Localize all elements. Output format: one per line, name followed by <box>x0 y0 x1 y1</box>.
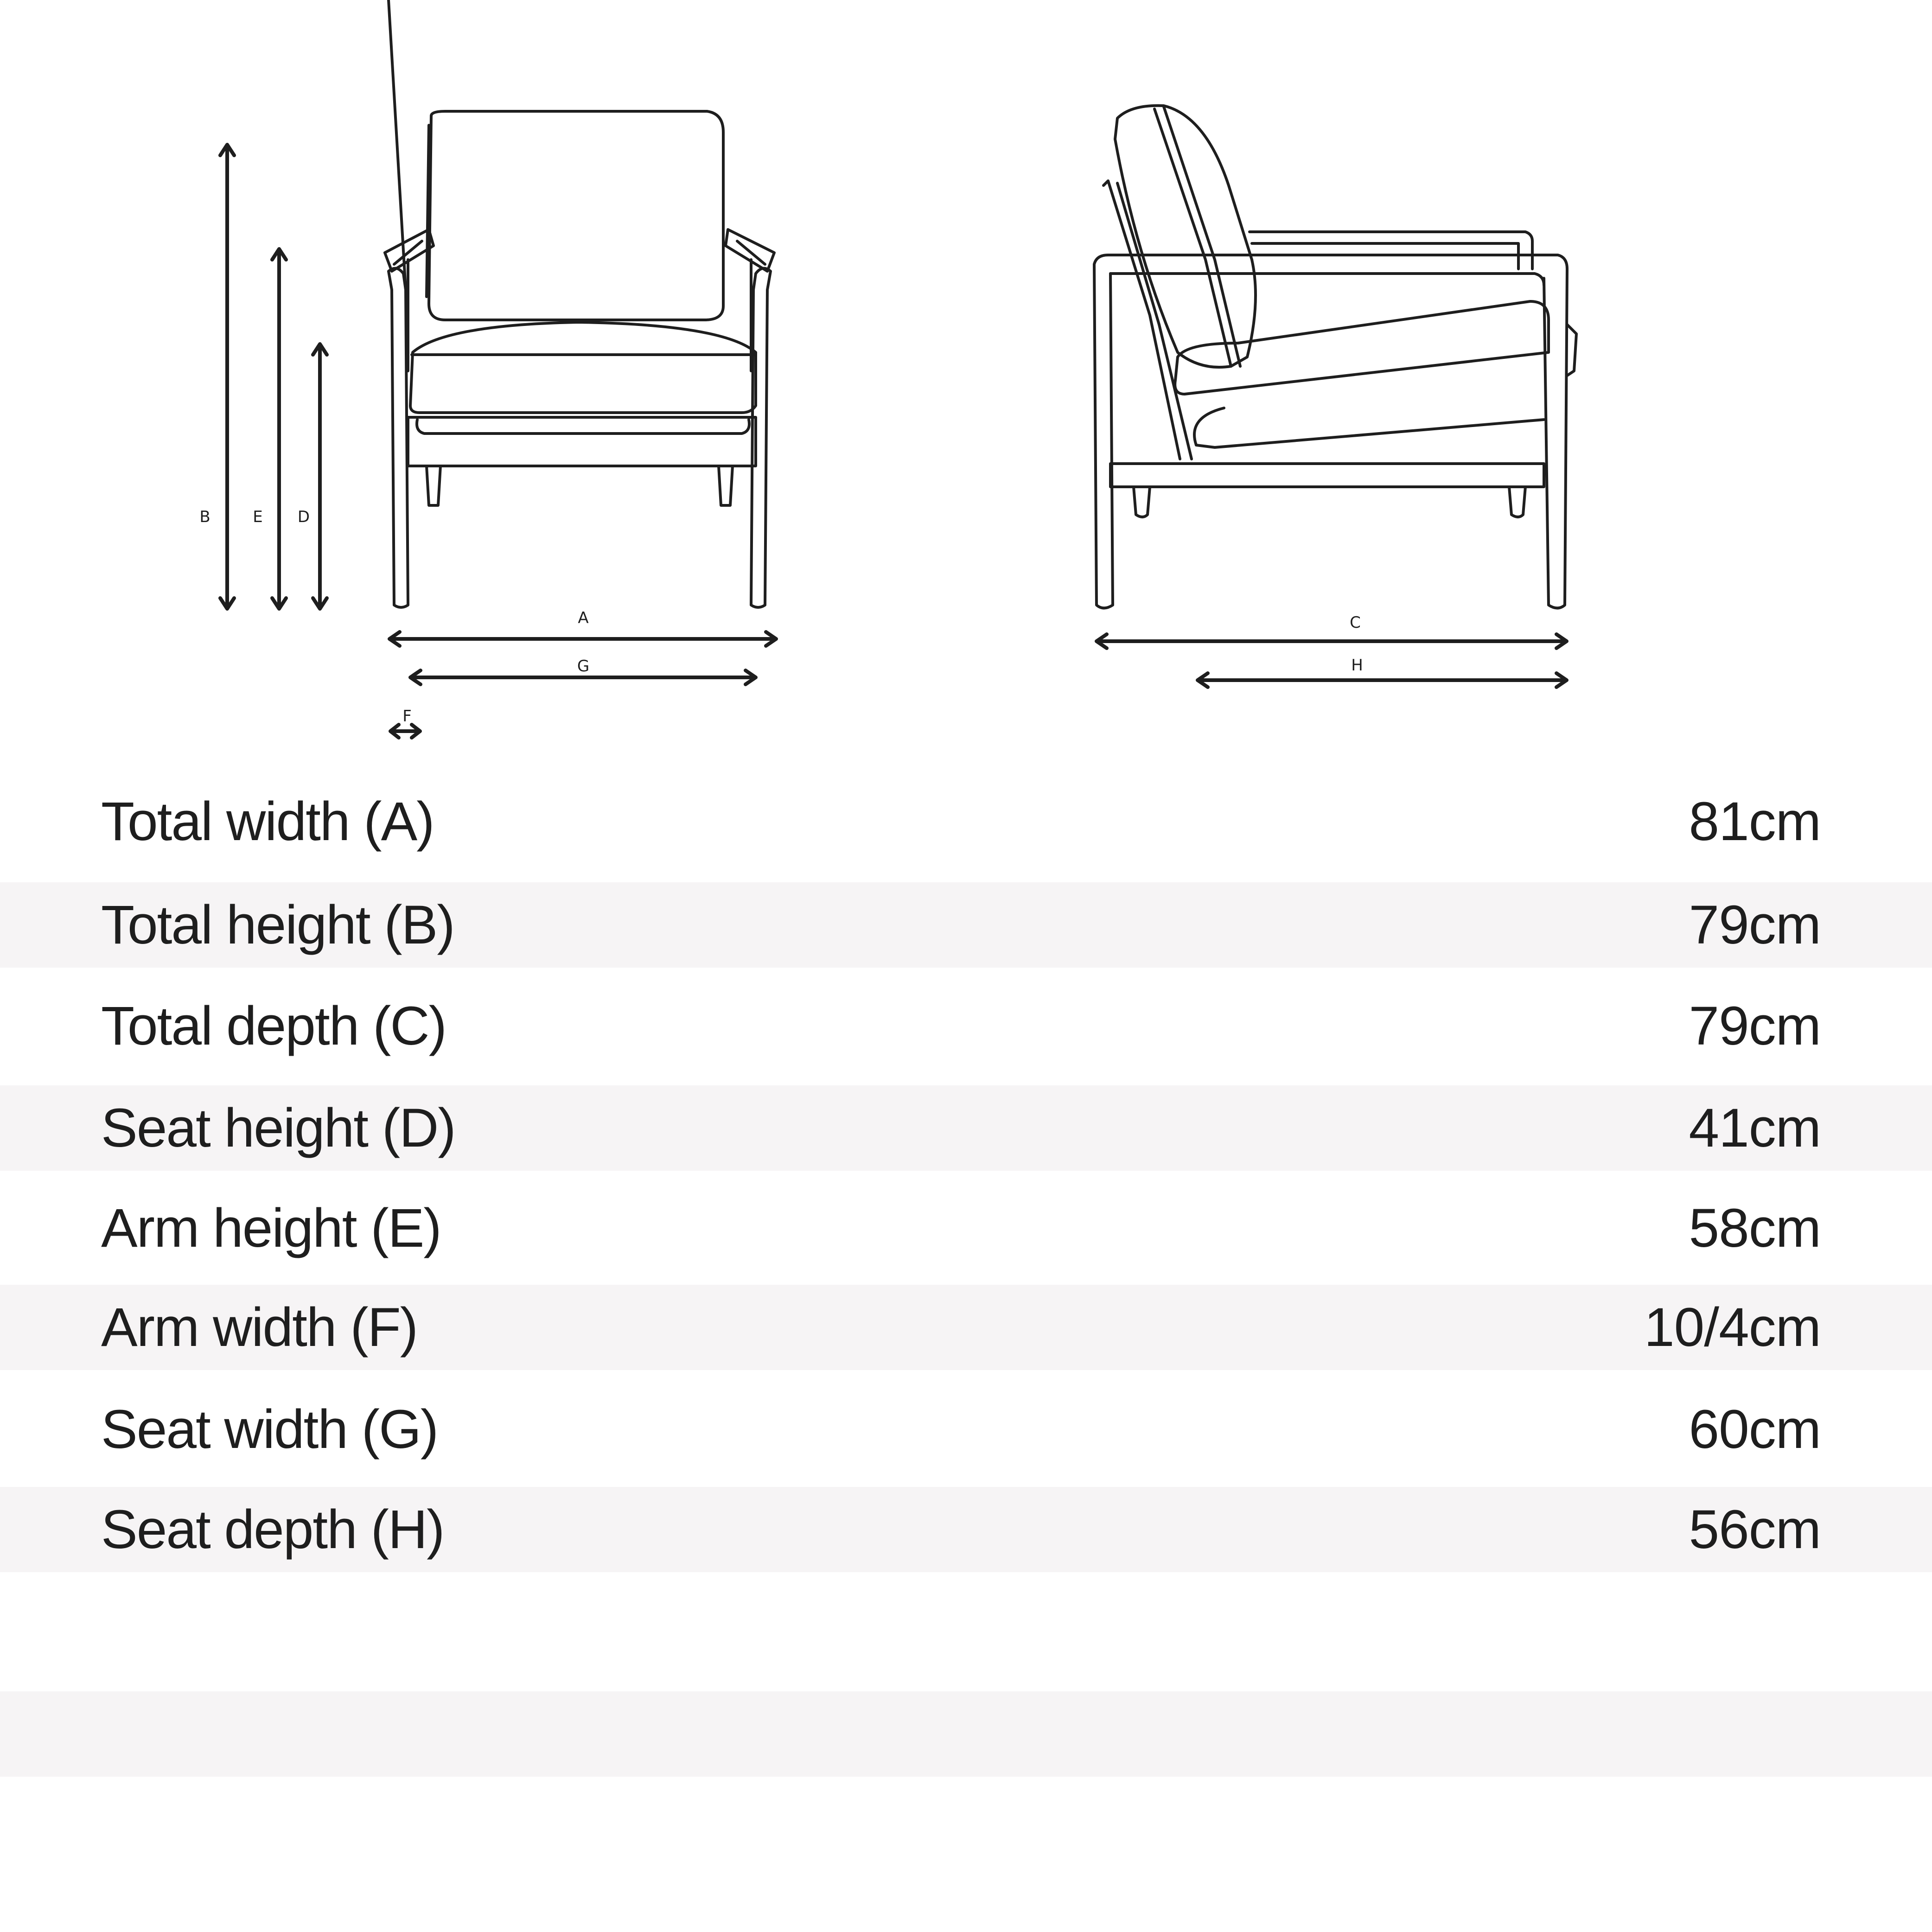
dimension-arrow-b <box>220 145 234 609</box>
chair-front-view <box>385 0 774 607</box>
table-row <box>0 1387 1932 1472</box>
dimension-value: 79cm <box>1689 995 1821 1057</box>
dimension-name: Seat depth (H) <box>101 1499 444 1560</box>
dimension-value: 41cm <box>1689 1097 1821 1159</box>
dimension-name: Total height (B) <box>101 894 454 956</box>
chair-dimension-diagram <box>0 0 1932 760</box>
dimension-value: 79cm <box>1689 894 1821 956</box>
table-row <box>0 983 1932 1069</box>
dimension-name: Seat width (G) <box>101 1399 438 1460</box>
table-row <box>0 1186 1932 1271</box>
dimension-label-e: E <box>253 508 263 526</box>
dimension-arrow-h <box>1198 673 1567 687</box>
dimension-name: Total depth (C) <box>101 995 446 1057</box>
dimension-label-d: D <box>297 508 310 526</box>
table-row-empty <box>0 1691 1932 1777</box>
dimension-name: Arm height (E) <box>101 1198 441 1259</box>
table-row <box>0 882 1932 968</box>
dimension-value: 58cm <box>1689 1198 1821 1259</box>
dimension-name: Total width (A) <box>101 791 434 852</box>
dimension-value: 60cm <box>1689 1399 1821 1460</box>
table-row <box>0 1285 1932 1370</box>
table-row <box>0 1085 1932 1171</box>
table-row <box>0 779 1932 864</box>
dimension-value: 81cm <box>1689 791 1821 852</box>
dimension-name: Arm width (F) <box>101 1297 417 1358</box>
dimension-arrow-f <box>390 725 420 738</box>
dimension-label-c: C <box>1350 613 1361 632</box>
dimension-arrow-c <box>1097 634 1567 648</box>
dimension-label-g: G <box>577 657 590 676</box>
table-row <box>0 1487 1932 1572</box>
dimension-label-b: B <box>199 508 210 526</box>
dimension-value: 56cm <box>1689 1499 1821 1560</box>
dimension-label-a: A <box>578 609 589 627</box>
chair-side-view <box>1094 106 1576 608</box>
dimension-arrow-a <box>389 632 776 646</box>
table-row-empty <box>0 1589 1932 1674</box>
dimension-name: Seat height (D) <box>101 1097 455 1159</box>
dimension-arrow-d <box>313 344 327 609</box>
dimension-label-h: H <box>1351 656 1363 675</box>
dimension-label-f: F <box>402 707 412 726</box>
dimension-value: 10/4cm <box>1644 1297 1821 1358</box>
dimension-arrow-e <box>272 249 286 609</box>
